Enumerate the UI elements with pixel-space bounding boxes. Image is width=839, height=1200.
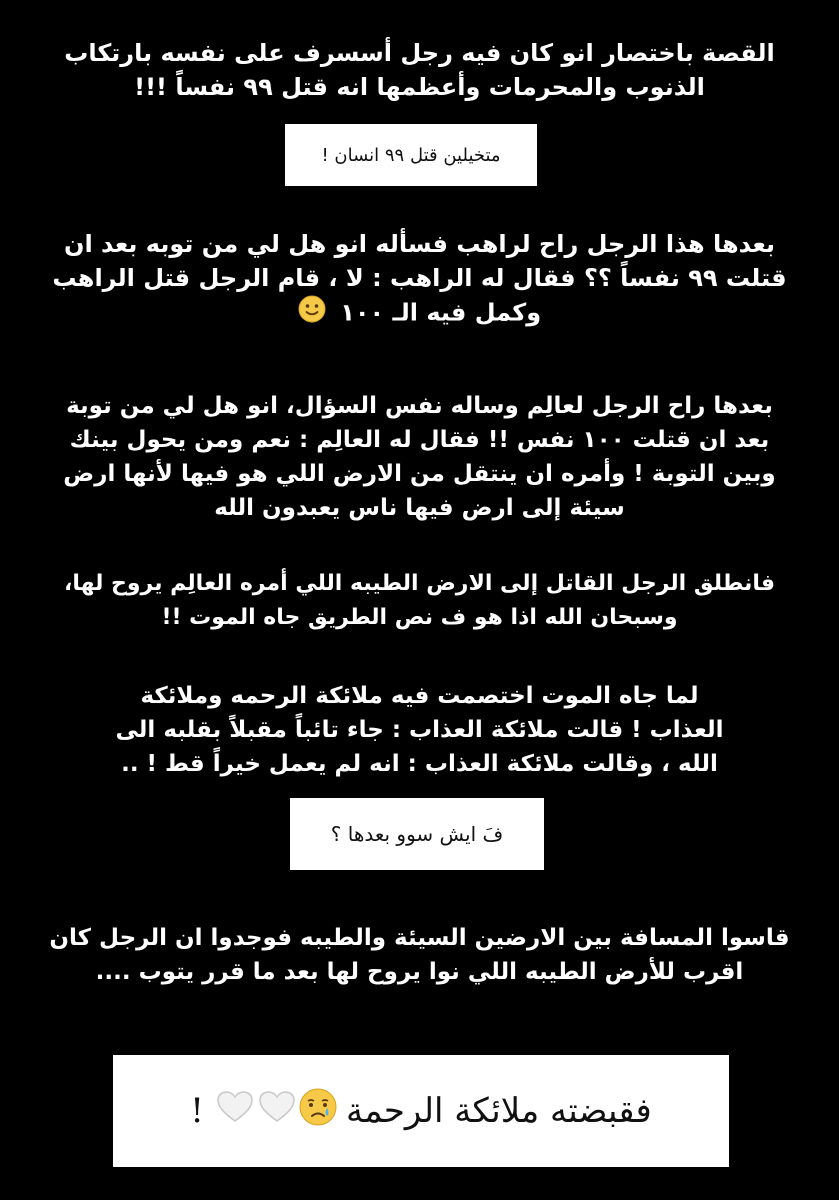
slightly-smiling-face-icon bbox=[298, 295, 326, 332]
story-line: وسبحان الله اذا هو ف نص الطريق جاه الموت !! bbox=[161, 605, 678, 630]
white-heart-icon bbox=[216, 1090, 254, 1133]
story-line-with-emoji bbox=[0, 295, 839, 332]
note-box-text: متخيلين قتل ٩٩ انسان ! bbox=[321, 144, 501, 166]
story-line: وبين التوبة ! وأمره ان ينتقل من الارض اللي هو فيها لأنها ارض bbox=[63, 461, 776, 487]
note-box-ending bbox=[113, 1055, 729, 1167]
story-paragraph-2 bbox=[0, 227, 839, 332]
story-paragraph-4 bbox=[0, 567, 839, 635]
story-line: القصة باختصار انو كان فيه رجل أسسرف على نفسه بارتكاب bbox=[64, 39, 775, 67]
note-box-text: فَ ايش سوو بعدها ؟ bbox=[330, 822, 504, 846]
story-line: بعد ان قتلت ١٠٠ نفس !! فقال له العالِم : نعم ومن يحول بينك bbox=[69, 427, 770, 453]
note-box-text: فقبضته ملائكة الرحمة bbox=[345, 1091, 652, 1131]
story-line: الذنوب والمحرمات وأعظمها انه قتل ٩٩ نفساً !!! bbox=[134, 73, 705, 101]
story-paragraph-3 bbox=[0, 389, 839, 525]
white-heart-icon bbox=[258, 1090, 296, 1133]
note-box-imagine bbox=[285, 124, 537, 186]
story-line: سيئة إلى ارض فيها ناس يعبدون الله bbox=[214, 495, 625, 521]
crying-face-icon bbox=[298, 1087, 338, 1136]
story-line-text: وكمل فيه الـ ١٠٠ bbox=[340, 298, 542, 327]
note-box-question bbox=[290, 798, 544, 870]
story-paragraph-6 bbox=[0, 921, 839, 989]
story-line: بعدها هذا الرجل راح لراهب فسأله انو هل لي من توبه بعد ان bbox=[63, 230, 776, 258]
story-line: قتلت ٩٩ نفساً ؟؟ فقال له الراهب : لا ، قام الرجل قتل الراهب bbox=[52, 264, 787, 292]
story-paragraph-1 bbox=[0, 36, 839, 104]
story-line: اقرب للأرض الطيبه اللي نوا يروح لها بعد ما قرر يتوب .... bbox=[95, 959, 744, 985]
story-line: فانطلق الرجل القاتل إلى الارض الطيبه اللي أمره العالِم يروح لها، bbox=[63, 571, 776, 596]
story-paragraph-5 bbox=[0, 679, 839, 781]
story-line: لما جاه الموت اختصمت فيه ملائكة الرحمه وملائكة bbox=[140, 683, 699, 709]
story-line: العذاب ! قالت ملائكة العذاب : جاء تائباً مقبلاً بقلبه الى bbox=[115, 717, 724, 743]
story-line: الله ، وقالت ملائكة العذاب : انه لم يعمل خيراً قط ! .. bbox=[121, 751, 718, 777]
story-line: بعدها راح الرجل لعالِم وساله نفس السؤال، انو هل لي من توبة bbox=[66, 393, 773, 419]
story-line: قاسوا المسافة بين الارضين السيئة والطيبه فوجدوا ان الرجل كان bbox=[49, 925, 790, 951]
exclamation-mark: ! bbox=[190, 1091, 204, 1131]
